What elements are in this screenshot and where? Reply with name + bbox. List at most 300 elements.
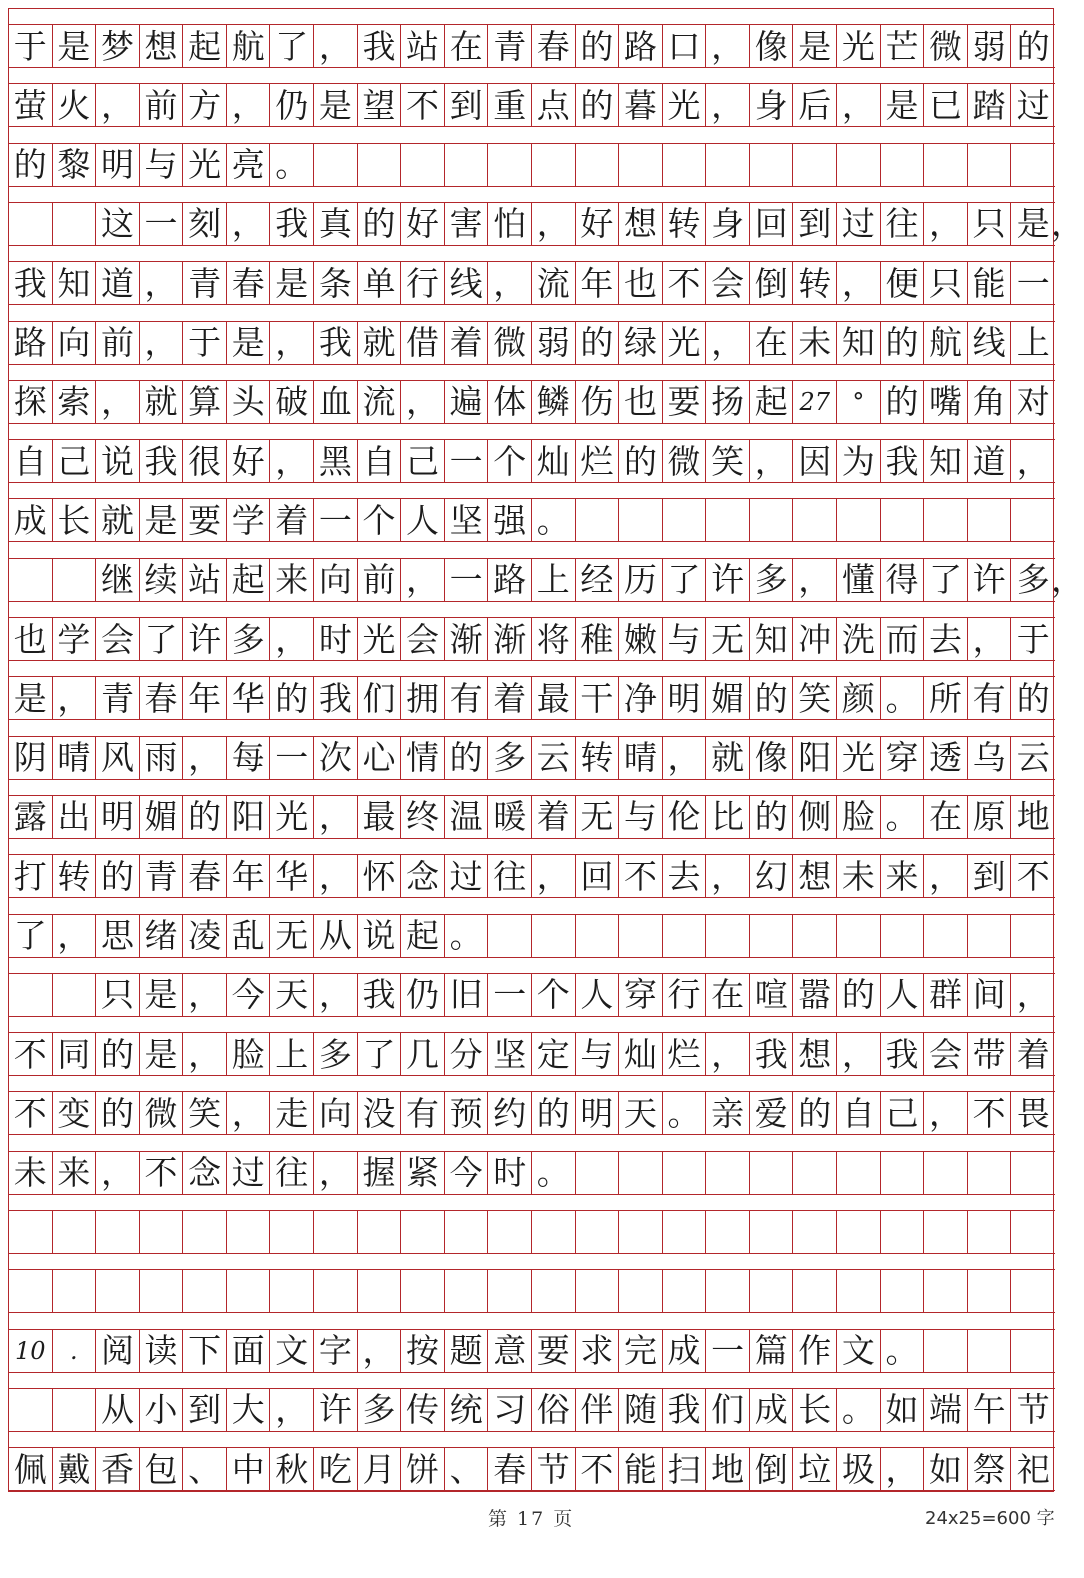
grid-cell: 念 [183, 1152, 227, 1194]
grid-cell: 在 [750, 322, 794, 364]
grid-cell: 旧 [445, 974, 489, 1016]
grid-cell: 。 [663, 1092, 707, 1134]
grid-cell: 几 [401, 1033, 445, 1075]
grid-cell [663, 1211, 707, 1253]
grid-cell: 是 [9, 677, 53, 719]
grid-cell: 我 [314, 677, 358, 719]
grid-cell: 意 [488, 1330, 532, 1372]
grid-cell [794, 1211, 838, 1253]
grid-cell: 的 [750, 796, 794, 838]
grid-cell [924, 1270, 968, 1312]
grid-cell: ， [314, 796, 358, 838]
grid-cell: 是 [794, 25, 838, 67]
grid-cell: 好 [401, 203, 445, 245]
grid-cell: 起 [401, 915, 445, 957]
grid-cell: 将 [532, 618, 576, 660]
grid-cell: 就 [706, 737, 750, 779]
grid-cell: 站 [401, 25, 445, 67]
grid-cell: ， [271, 440, 315, 482]
grid-cell: 想 [140, 25, 184, 67]
grid-cell: 光 [663, 322, 707, 364]
grid-cell: 的 [9, 144, 53, 186]
grid-cell: ， [750, 440, 794, 482]
grid-cell [314, 1211, 358, 1253]
grid-cell: 如 [881, 1389, 925, 1431]
grid-cell: 。 [532, 499, 576, 541]
grid-cell: 探 [9, 381, 53, 423]
grid-cell: 侧 [794, 796, 838, 838]
grid-cell: 会 [706, 262, 750, 304]
grid-cell: 今 [445, 1152, 489, 1194]
grid-cell: 文 [837, 1330, 881, 1372]
grid-cell: 不 [9, 1092, 53, 1134]
grid-cell: 倒 [750, 1448, 794, 1490]
grid-cell: 长 [794, 1389, 838, 1431]
grid-cell: ， [881, 1448, 925, 1490]
grid-cell: 行 [663, 974, 707, 1016]
grid-row [9, 143, 1055, 187]
grid-cell: 光 [837, 737, 881, 779]
grid-cell [706, 144, 750, 186]
grid-row [9, 676, 1055, 720]
grid-cell: 定 [532, 1033, 576, 1075]
grid-cell: 是 [271, 262, 315, 304]
grid-cell: 知 [837, 322, 881, 364]
grid-cell: ， [183, 974, 227, 1016]
grid-cell: 了 [924, 559, 968, 601]
grid-cell [706, 1270, 750, 1312]
grid-cell: 10 [9, 1330, 53, 1372]
grid-cell: 这 [96, 203, 140, 245]
grid-cell: 来 [271, 559, 315, 601]
grid-cell: 伴 [576, 1389, 620, 1431]
grid-cell: 的 [358, 203, 402, 245]
grid-cell [576, 499, 620, 541]
grid-cell: ， [227, 84, 271, 126]
grid-cell [53, 1211, 97, 1253]
grid-cell: ， [706, 1033, 750, 1075]
grid-cell [271, 1211, 315, 1253]
grid-cell: 一 [314, 499, 358, 541]
grid-cell: 口 [663, 25, 707, 67]
grid-cell [576, 144, 620, 186]
grid-cell: 不 [619, 855, 663, 897]
grid-cell [1011, 144, 1055, 186]
grid-cell: 而 [881, 618, 925, 660]
grid-cell: 的 [619, 440, 663, 482]
grid-cell: 我 [358, 25, 402, 67]
grid-cell [1011, 1152, 1055, 1194]
grid-cell [837, 1152, 881, 1194]
grid-cell: 知 [750, 618, 794, 660]
grid-cell: ， [837, 84, 881, 126]
grid-cell: ， [532, 855, 576, 897]
grid-cell [750, 144, 794, 186]
grid-cell: 线 [968, 322, 1012, 364]
grid-cell [706, 499, 750, 541]
grid-cell: 求 [576, 1330, 620, 1372]
grid-cell: 转 [794, 262, 838, 304]
grid-cell: ， [706, 322, 750, 364]
grid-cell [532, 144, 576, 186]
grid-cell: 会 [96, 618, 140, 660]
grid-cell: 是 [1016, 204, 1050, 244]
grid-cell: 成 [663, 1330, 707, 1372]
grid-cell: ， [794, 559, 838, 601]
grid-cell: 今 [227, 974, 271, 1016]
grid-cell: 一 [488, 974, 532, 1016]
grid-cell: 统 [445, 1389, 489, 1431]
grid-cell: 去 [924, 618, 968, 660]
grid-cell: 节 [532, 1448, 576, 1490]
grid-cell: 春 [227, 262, 271, 304]
grid-cell: 念 [401, 855, 445, 897]
grid-cell: 光 [837, 25, 881, 67]
grid-cell: ， [271, 1389, 315, 1431]
grid-cell [924, 1152, 968, 1194]
grid-cell: 阅 [96, 1330, 140, 1372]
grid-cell: 着 [532, 796, 576, 838]
grid-cell: ， [96, 1152, 140, 1194]
grid-cell [750, 1152, 794, 1194]
grid-cell: 喧 [750, 974, 794, 1016]
grid-cell: 笑 [794, 677, 838, 719]
grid-cell: 无 [706, 618, 750, 660]
grid-cell: 在 [924, 796, 968, 838]
grid-cell [881, 499, 925, 541]
grid-cell: 随 [619, 1389, 663, 1431]
grid-cell: 于 [1016, 619, 1050, 659]
grid-cell: 上 [532, 559, 576, 601]
grid-cell: 起 [227, 559, 271, 601]
grid-cell: 是 [140, 974, 184, 1016]
grid-cell [968, 1211, 1012, 1253]
grid-cell: 一 [445, 440, 489, 482]
grid-cell: 我 [881, 440, 925, 482]
grid-cell: 单 [358, 262, 402, 304]
grid-cell [968, 915, 1012, 957]
grid-cell: 路 [9, 322, 53, 364]
grid-cell: 按 [401, 1330, 445, 1372]
grid-cell [140, 1211, 184, 1253]
grid-cell [358, 1211, 402, 1253]
grid-cell: 、 [183, 1448, 227, 1490]
grid-cell: ， [314, 974, 358, 1016]
grid-cell: 比 [706, 796, 750, 838]
grid-cell: 佩 [9, 1448, 53, 1490]
grid-cell: 嘴 [924, 381, 968, 423]
grid-cell: 人 [881, 974, 925, 1016]
grid-cell: 已 [924, 84, 968, 126]
grid-cell: 好 [227, 440, 271, 482]
grid-cell: 鳞 [532, 381, 576, 423]
grid-cell: 不 [968, 1092, 1012, 1134]
grid-cell [9, 974, 53, 1016]
grid-cell [750, 499, 794, 541]
grid-cell: 学 [227, 499, 271, 541]
grid-cell: 只 [924, 262, 968, 304]
grid-cell: 传 [401, 1389, 445, 1431]
grid-cell: 时 [314, 618, 358, 660]
grid-cell: 只 [96, 974, 140, 1016]
grid-cell: 想 [619, 203, 663, 245]
grid-cell: 航 [924, 322, 968, 364]
grid-cell: 条 [314, 262, 358, 304]
grid-cell: 了 [271, 25, 315, 67]
grid-cell: 们 [358, 677, 402, 719]
grid-cell [358, 1270, 402, 1312]
grid-cell: 年 [576, 262, 620, 304]
grid-cell: ， [837, 262, 881, 304]
grid-row [9, 854, 1055, 898]
grid-cell: 一 [1016, 263, 1050, 303]
grid-cell: ° [837, 381, 881, 423]
grid-cell [663, 1152, 707, 1194]
grid-cell: 的 [881, 381, 925, 423]
grid-cell: 来 [53, 1152, 97, 1194]
grid-cell: 扫 [663, 1448, 707, 1490]
grid-cell: 心 [358, 737, 402, 779]
grid-cell [706, 915, 750, 957]
grid-row [9, 617, 1055, 661]
grid-cell [750, 1211, 794, 1253]
margin-overflow-char: ， [1051, 559, 1084, 599]
grid-cell: 干 [576, 677, 620, 719]
grid-cell: ， [183, 737, 227, 779]
grid-cell [924, 915, 968, 957]
grid-cell: 光 [358, 618, 402, 660]
grid-cell: 多 [227, 618, 271, 660]
grid-cell: 过 [1016, 85, 1050, 125]
grid-cell: 明 [96, 796, 140, 838]
grid-cell: 思 [96, 915, 140, 957]
grid-cell: 一 [445, 559, 489, 601]
grid-cell [968, 1270, 1012, 1312]
grid-capacity-label: 24x25=600 字 [925, 1508, 1055, 1529]
grid-row [9, 1447, 1055, 1491]
grid-cell: 到 [968, 855, 1012, 897]
grid-cell: 续 [140, 559, 184, 601]
grid-cell: 路 [619, 25, 663, 67]
grid-cell [53, 974, 97, 1016]
grid-cell: 知 [53, 262, 97, 304]
grid-cell: 不 [401, 84, 445, 126]
grid-cell: 凌 [183, 915, 227, 957]
grid-cell: 无 [576, 796, 620, 838]
grid-cell: 说 [358, 915, 402, 957]
grid-cell: ， [706, 84, 750, 126]
grid-cell: 身 [750, 84, 794, 126]
grid-cell: 的 [96, 1092, 140, 1134]
grid-cell: ， [924, 1092, 968, 1134]
grid-cell: 微 [488, 322, 532, 364]
grid-cell: 前 [358, 559, 402, 601]
grid-cell: 文 [271, 1330, 315, 1372]
grid-cell [401, 1211, 445, 1253]
grid-cell: 情 [401, 737, 445, 779]
grid-cell [53, 203, 97, 245]
grid-cell: 怕 [488, 203, 532, 245]
grid-cell: 血 [314, 381, 358, 423]
grid-cell: 坚 [488, 1033, 532, 1075]
grid-row [9, 1210, 1055, 1254]
grid-cell: 许 [314, 1389, 358, 1431]
grid-cell: 爱 [750, 1092, 794, 1134]
grid-cell [924, 1330, 968, 1372]
grid-cell: 字 [314, 1330, 358, 1372]
grid-cell: 从 [96, 1389, 140, 1431]
grid-cell: 每 [227, 737, 271, 779]
grid-cell [968, 144, 1012, 186]
grid-cell: 往 [271, 1152, 315, 1194]
grid-cell: 成 [750, 1389, 794, 1431]
grid-cell: 黎 [53, 144, 97, 186]
grid-cell: 的 [445, 737, 489, 779]
grid-cell: 吃 [314, 1448, 358, 1490]
grid-cell: 约 [488, 1092, 532, 1134]
grid-cell: ， [140, 262, 184, 304]
grid-cell: 的 [96, 855, 140, 897]
grid-cell [401, 1270, 445, 1312]
grid-cell: 能 [968, 262, 1012, 304]
grid-cell: 坚 [445, 499, 489, 541]
grid-cell: 己 [53, 440, 97, 482]
grid-cell [140, 1270, 184, 1312]
grid-cell: 脸 [837, 796, 881, 838]
grid-cell [1011, 1330, 1055, 1372]
grid-cell: 终 [401, 796, 445, 838]
grid-cell [314, 144, 358, 186]
grid-cell: 道 [968, 440, 1012, 482]
grid-cell: 好 [576, 203, 620, 245]
grid-cell: 俗 [532, 1389, 576, 1431]
grid-cell: ， [1016, 975, 1050, 1015]
grid-cell [663, 499, 707, 541]
grid-cell: 站 [183, 559, 227, 601]
grid-cell: 在 [706, 974, 750, 1016]
grid-cell [794, 915, 838, 957]
grid-cell [968, 1152, 1012, 1194]
grid-cell: 只 [968, 203, 1012, 245]
grid-row [9, 380, 1055, 424]
grid-cell [750, 915, 794, 957]
grid-cell: 的 [750, 677, 794, 719]
grid-cell: 也 [619, 262, 663, 304]
grid-cell [576, 1152, 620, 1194]
grid-cell: 预 [445, 1092, 489, 1134]
grid-cell [837, 1270, 881, 1312]
grid-cell: 露 [9, 796, 53, 838]
grid-cell: 想 [794, 855, 838, 897]
grid-cell [9, 1211, 53, 1253]
grid-cell: 华 [227, 677, 271, 719]
grid-cell [837, 499, 881, 541]
grid-cell: 27 [794, 381, 838, 423]
grid-row [9, 439, 1055, 483]
grid-cell: 的 [1016, 26, 1050, 66]
grid-row [9, 1329, 1055, 1373]
grid-cell: 航 [227, 25, 271, 67]
grid-cell: 次 [314, 737, 358, 779]
grid-cell: 我 [358, 974, 402, 1016]
grid-cell: 所 [924, 677, 968, 719]
grid-cell: 题 [445, 1330, 489, 1372]
grid-cell: ， [314, 25, 358, 67]
grid-cell: ， [271, 322, 315, 364]
grid-cell: 乱 [227, 915, 271, 957]
grid-cell [924, 1211, 968, 1253]
grid-cell [53, 1389, 97, 1431]
grid-cell: 的 [881, 322, 925, 364]
grid-cell: 转 [663, 203, 707, 245]
grid-cell: 向 [314, 1092, 358, 1134]
grid-cell: 是 [227, 322, 271, 364]
grid-cell: 阳 [794, 737, 838, 779]
grid-cell: 因 [794, 440, 838, 482]
grid-row [9, 795, 1055, 839]
grid-row [9, 1388, 1055, 1432]
grid-cell: 是 [314, 84, 358, 126]
grid-cell: 我 [314, 322, 358, 364]
grid-cell: 点 [532, 84, 576, 126]
grid-cell: 篇 [750, 1330, 794, 1372]
grid-cell [227, 1270, 271, 1312]
grid-cell: 要 [183, 499, 227, 541]
grid-cell [881, 144, 925, 186]
grid-cell: 节 [1016, 1390, 1050, 1430]
grid-cell: 与 [619, 796, 663, 838]
grid-cell: 转 [576, 737, 620, 779]
grid-cell [924, 499, 968, 541]
grid-cell: 我 [750, 1033, 794, 1075]
grid-cell: 是 [53, 25, 97, 67]
grid-row [9, 736, 1055, 780]
grid-cell [881, 1270, 925, 1312]
grid-cell: 会 [924, 1033, 968, 1075]
grid-cell: 上 [271, 1033, 315, 1075]
grid-cell: 绪 [140, 915, 184, 957]
grid-row [9, 1151, 1055, 1195]
grid-cell: 稚 [576, 618, 620, 660]
grid-cell: 说 [96, 440, 140, 482]
grid-cell: 包 [140, 1448, 184, 1490]
composition-sheet [8, 8, 1084, 1492]
grid-row [9, 1032, 1055, 1076]
grid-cell: 洗 [837, 618, 881, 660]
grid-cell: 是 [140, 1033, 184, 1075]
grid-cell: 阳 [227, 796, 271, 838]
grid-cell: 于 [183, 322, 227, 364]
grid-cell [96, 1211, 140, 1253]
grid-cell [53, 1270, 97, 1312]
grid-cell: 向 [53, 322, 97, 364]
grid-cell [794, 499, 838, 541]
grid-cell: 个 [532, 974, 576, 1016]
grid-cell [183, 1270, 227, 1312]
grid-cell: 过 [227, 1152, 271, 1194]
grid-row [9, 558, 1084, 602]
grid-cell: ， [227, 203, 271, 245]
grid-cell: 嚣 [794, 974, 838, 1016]
grid-cell: 。 [881, 1330, 925, 1372]
grid-cell: 黑 [314, 440, 358, 482]
grid-cell: 的 [576, 322, 620, 364]
grid-cell: 不 [9, 1033, 53, 1075]
grid-cell: 有 [401, 1092, 445, 1134]
grid-cell: 也 [619, 381, 663, 423]
grid-cell: 踏 [968, 84, 1012, 126]
grid-cell: 的 [794, 1092, 838, 1134]
